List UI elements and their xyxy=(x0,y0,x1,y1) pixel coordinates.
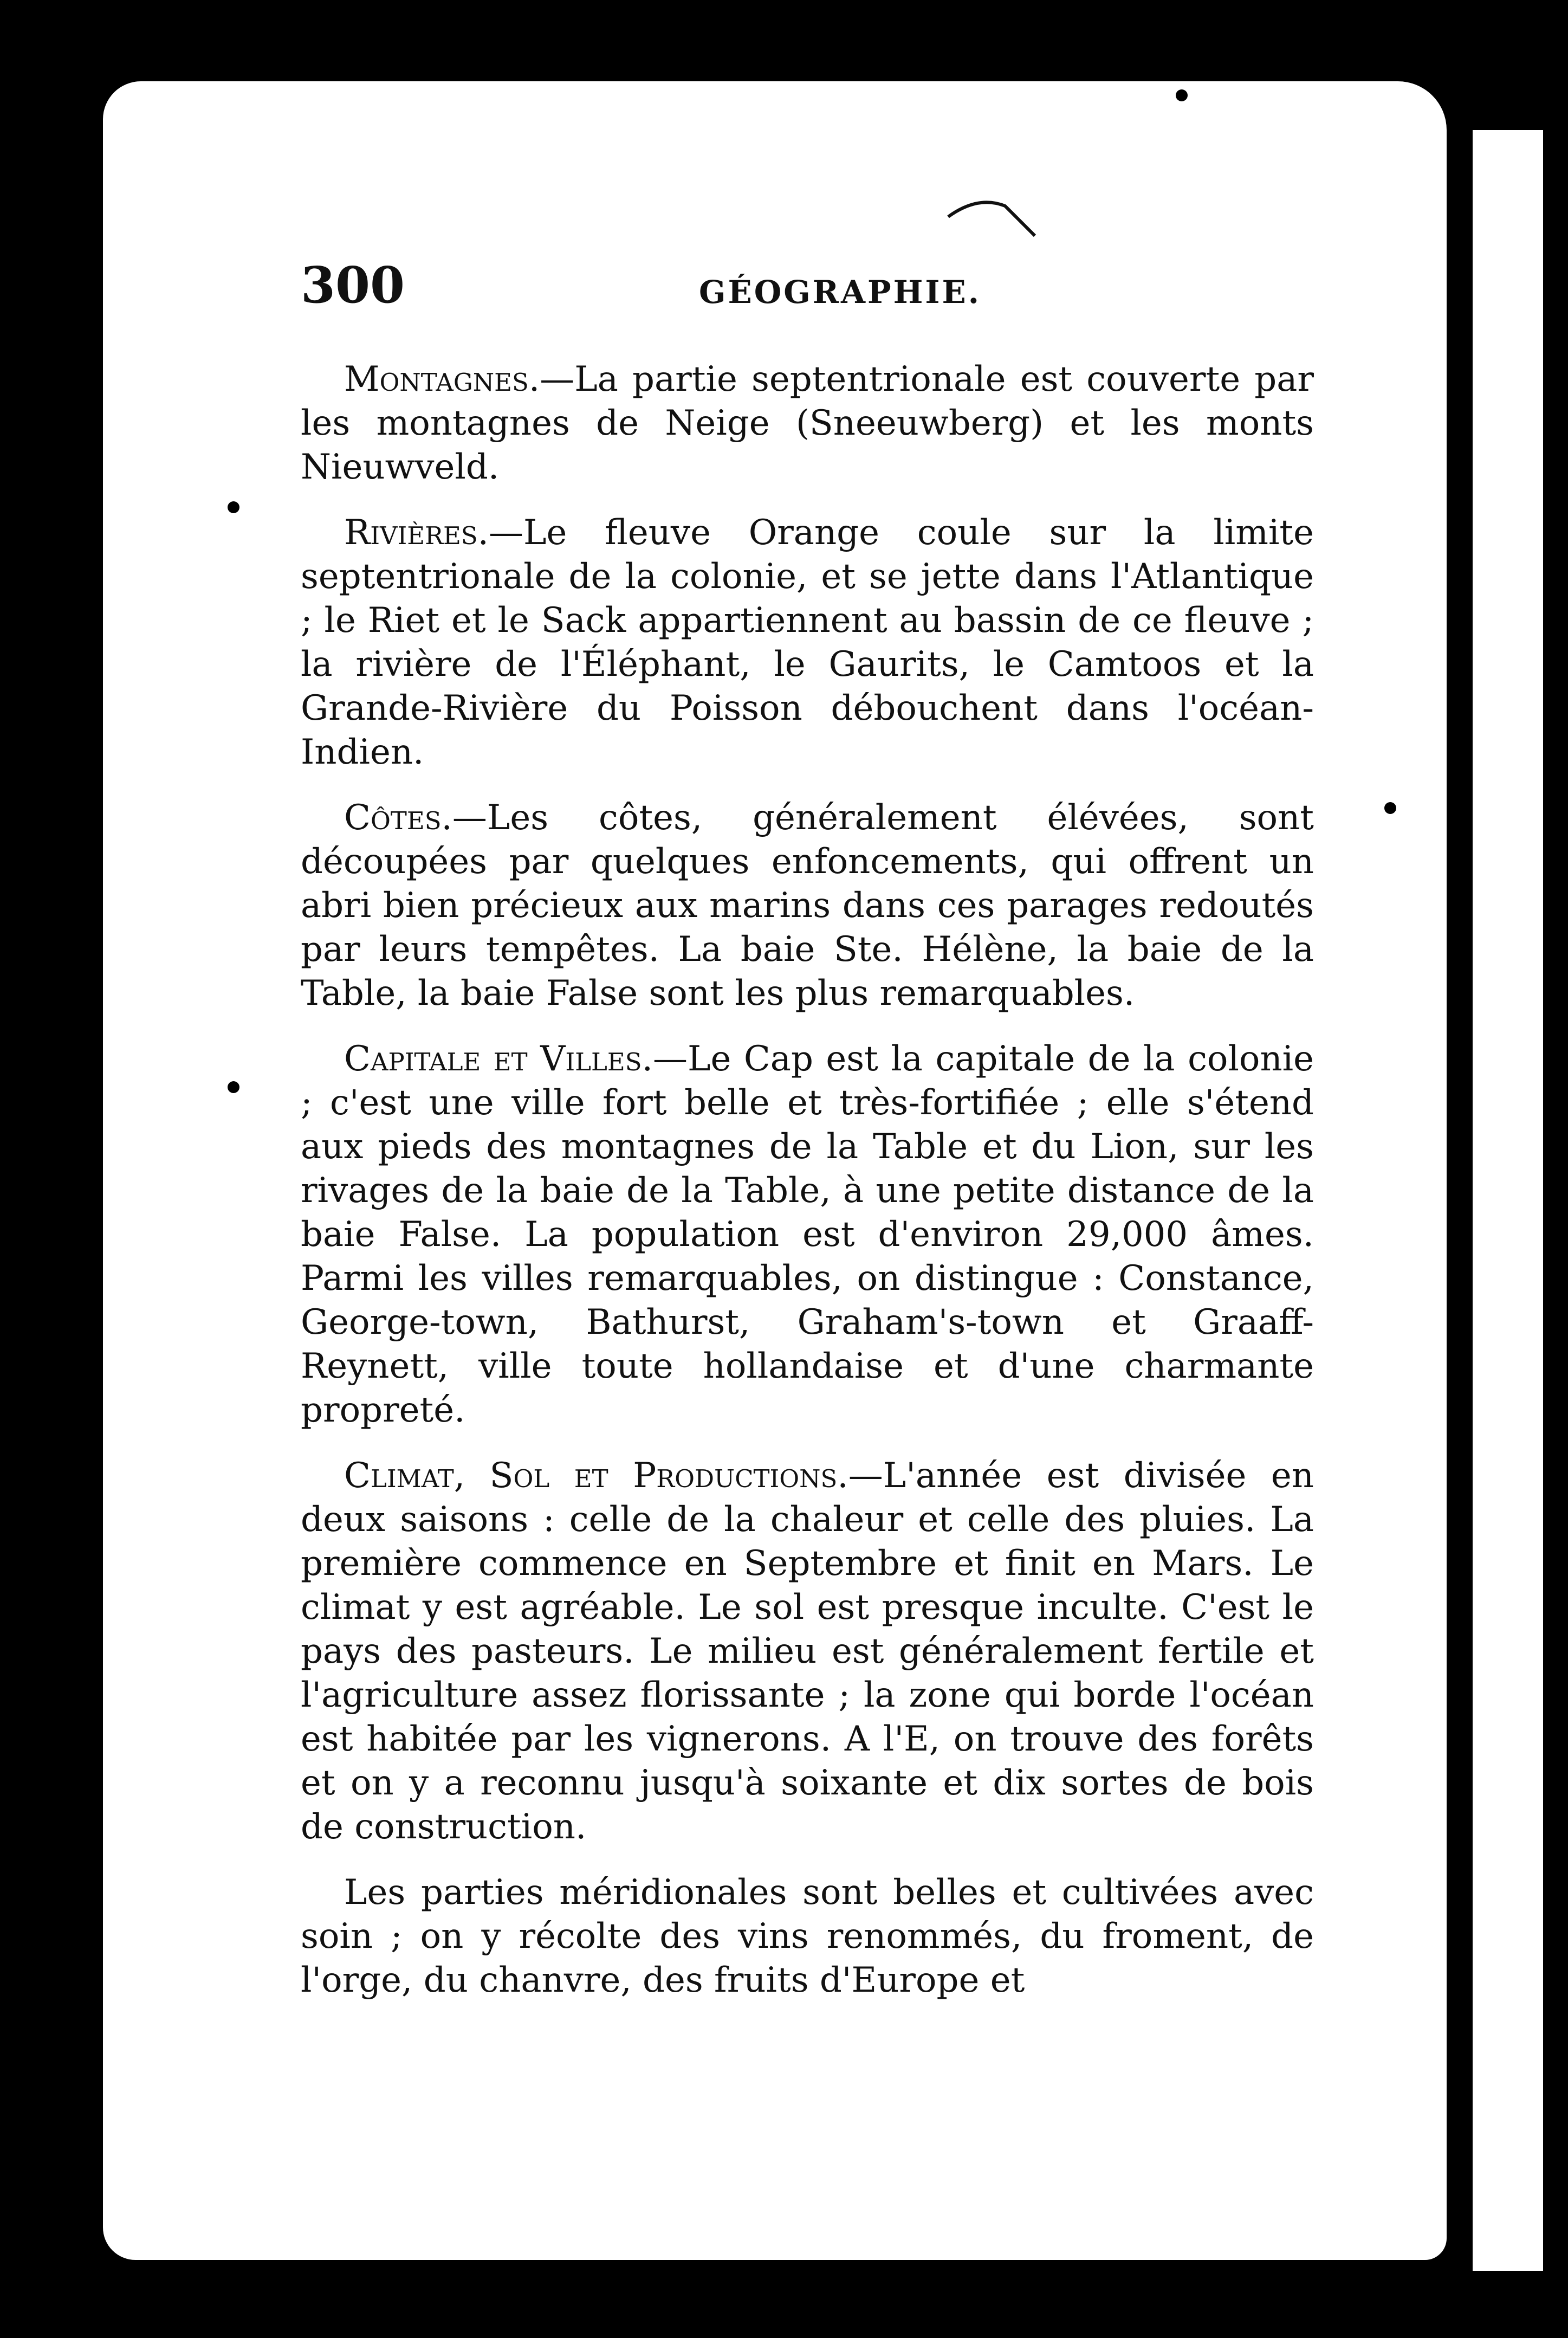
page-number: 300 xyxy=(301,256,405,314)
ink-mark-icon xyxy=(945,195,1038,238)
scan-speck xyxy=(1384,802,1396,814)
paragraph-heading: Rivières. xyxy=(344,513,489,553)
paragraph-parties-meridionales xyxy=(301,1871,1314,2003)
page-header xyxy=(301,249,1314,358)
paragraph-body: —Le Cap est la capitale de la colonie ; c'est une ville fort belle et très-fortifiée ; elle s'étend aux pieds des montagnes de la Table et du Lion, sur les rivages de la baie de la Table, à une petite distance de la baie False. La population est d'environ 29,000 âmes. Parmi les villes remarquables, on distingue : Constance, George-town, Bathurst, Graham's-town et Graaff-Reynett, ville toute hollandaise et d'une charmante propreté. xyxy=(301,1039,1314,1430)
paragraph-body: —L'année est divisée en deux saisons : celle de la chaleur et celle des pluies. La première commence en Septembre et finit en Mars. Le climat y est agréable. Le sol est presque inculte. C'est le pays des pasteurs. Le milieu est généralement fertile et l'agriculture assez florissante ; la zone qui borde l'océan est habitée par les vignerons. A l'E, on trouve des forêts et on y a reconnu jusqu'à soixante et dix sortes de bois de construction. xyxy=(301,1456,1314,1847)
paragraph-heading: Climat, Sol et Productions. xyxy=(344,1456,848,1496)
paragraph-capitale-et-villes xyxy=(301,1037,1314,1432)
paragraph-heading: Montagnes. xyxy=(344,359,540,399)
paragraph-rivieres xyxy=(301,511,1314,774)
paragraph-heading: Côtes. xyxy=(344,798,452,838)
running-title: GÉOGRAPHIE. xyxy=(699,274,981,311)
scan-speck xyxy=(228,1081,239,1093)
adjacent-page-edge xyxy=(1473,130,1543,2271)
paragraph-body: —Les côtes, généralement élévées, sont découpées par quelques enfoncements, qui offrent un abri bien précieux aux marins dans ces parages redoutés par leurs tempêtes. La baie Ste. Hélène, la baie de la Table, la baie False sont les plus remarquables. xyxy=(301,798,1314,1013)
scan-speck xyxy=(1176,89,1188,101)
scan-speck xyxy=(228,501,239,513)
paragraph-montagnes xyxy=(301,358,1314,489)
paragraph-body: Les parties méridionales sont belles et cultivées avec soin ; on y récolte des vins renommés, du froment, de l'orge, du chanvre, des fruits d'Europe et xyxy=(301,1872,1314,2000)
page-text xyxy=(301,249,1314,2024)
paragraph-climat-sol-productions xyxy=(301,1454,1314,1849)
paragraph-cotes xyxy=(301,796,1314,1016)
paragraph-body: —La partie septentrionale est couverte par les montagnes de Neige (Sneeuwberg) et les monts Nieuwveld. xyxy=(301,359,1314,487)
paragraph-body: —Le fleuve Orange coule sur la limite septentrionale de la colonie, et se jette dans l'Atlantique ; le Riet et le Sack appartiennent au bassin de ce fleuve ; la rivière de l'Éléphant, le Gaurits, le Camtoos et la Grande-Rivière du Poisson débouchent dans l'océan-Indien. xyxy=(301,513,1314,772)
paragraph-heading: Capitale et Villes. xyxy=(344,1039,653,1079)
